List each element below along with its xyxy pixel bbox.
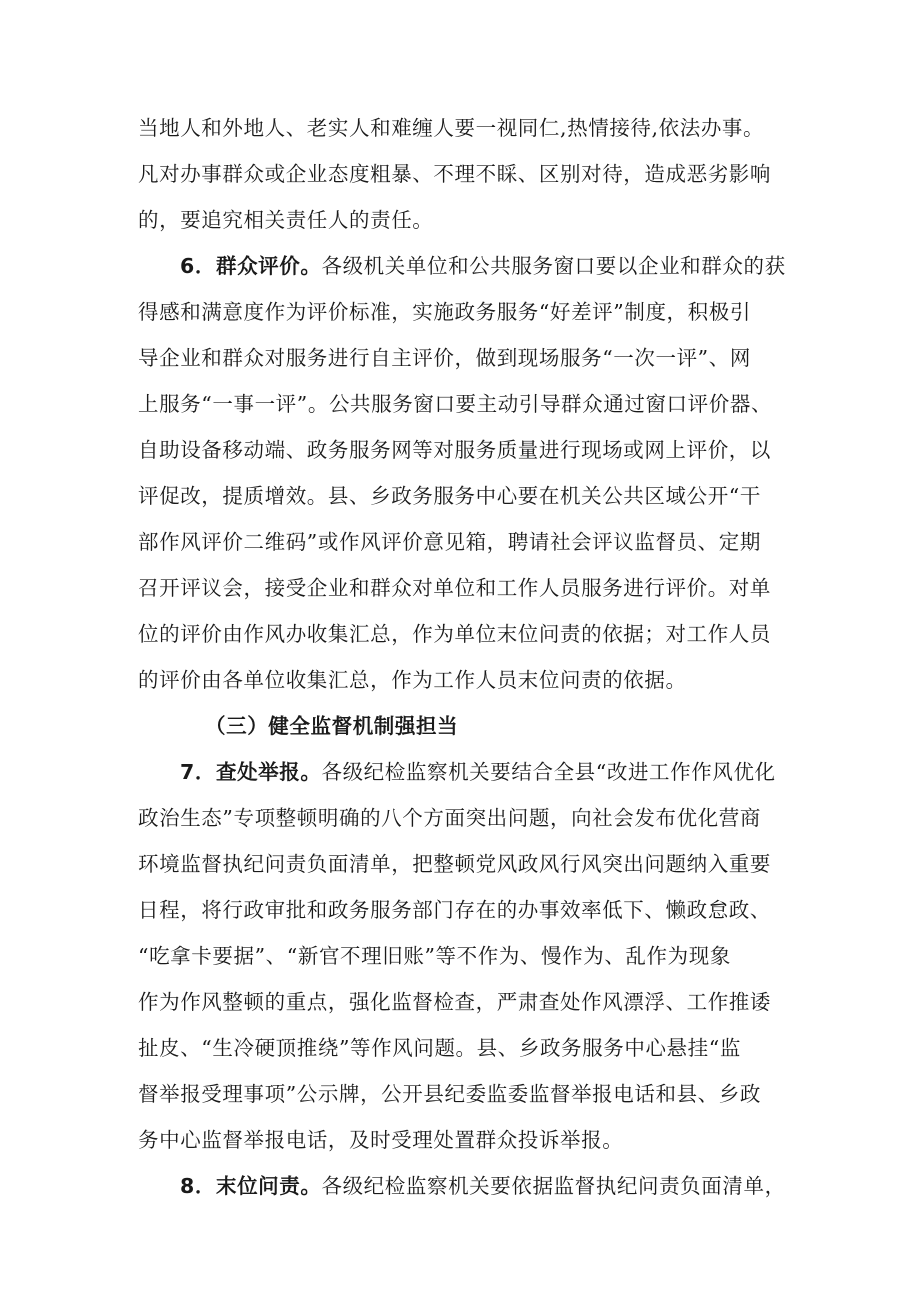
paragraph-line: 务中心监督举报电话，及时受理处置群众投诉举报。 [138,1128,624,1152]
paragraph-line: 导企业和群众对服务进行自主评价，做到现场服务“一次一评”、网 [138,346,751,370]
paragraph-line: 日程，将行政审批和政务服务部门存在的办事效率低下、懒政怠政、 [138,898,771,922]
paragraph-line: “吃拿卡要据”、“新官不理旧账”等不作为、慢作为、乱作为现象 [138,944,731,968]
paragraph-line: 政治生态”专项整顿明确的八个方面突出问题，向社会发布优化营商 [138,806,761,830]
paragraph-line: 凡对办事群众或企业态度粗暴、不理不睬、区别对待，造成恶劣影响 [138,162,771,186]
item-6-first-text: 各级机关单位和公共服务窗口要以企业和群众的获 [321,254,786,278]
paragraph-line: 得感和满意度作为评价标准，实施政务服务“好差评”制度，积极引 [138,300,751,324]
item-7-first-text: 各级纪检监察机关要结合全县“改进工作作风优化 [321,760,776,784]
paragraph-line: 自助设备移动端、政务服务网等对服务质量进行现场或网上评价，以 [138,438,771,462]
paragraph-line: 位的评价由作风办收集汇总，作为单位末位问责的依据；对工作人员 [138,622,771,646]
item-7-first-line [180,757,798,787]
item-8-first-text: 各级纪检监察机关要依据监督执纪问责负面清单， [321,1174,786,1198]
paragraph-line: 督举报受理事项”公示牌，公开县纪委监委监督举报电话和县、乡政 [138,1082,761,1106]
item-8-heading: 8．末位问责。 [180,1174,322,1198]
paragraph-line: 召开评议会，接受企业和群众对单位和工作人员服务进行评价。对单 [138,576,771,600]
item-6-heading: 6．群众评价。 [180,254,322,278]
paragraph-line: 评促改，提质增效。县、乡政务服务中心要在机关公共区域公开“干 [138,484,761,508]
item-6-first-line [180,251,798,281]
item-7-heading: 7．查处举报。 [180,760,322,784]
paragraph-line: 的评价由各单位收集汇总，作为工作人员末位问责的依据。 [138,668,687,692]
paragraph-line: 环境监督执纪问责负面清单，把整顿党风政风行风突出问题纳入重要 [138,852,771,876]
paragraph-line: 部作风评价二维码”或作风评价意见箱，聘请社会评议监督员、定期 [138,530,761,554]
paragraph-line: 作为作风整顿的重点，强化监督检查，严肃查处作风漂浮、工作推诿 [138,990,771,1014]
paragraph-line: 的，要追究相关责任人的责任。 [138,208,434,232]
paragraph-line: 上服务“一事一评”。公共服务窗口要主动引导群众通过窗口评价器、 [138,392,773,416]
paragraph-line: 当地人和外地人、老实人和难缠人要一视同仁,热情接待,依法办事。 [138,116,765,140]
paragraph-line: 扯皮、“生冷硬顶推绕”等作风问题。县、乡政务服务中心悬挂“监 [138,1036,741,1060]
section-heading: （三）健全监督机制强担当 [205,714,459,738]
item-8-first-line [180,1171,798,1201]
